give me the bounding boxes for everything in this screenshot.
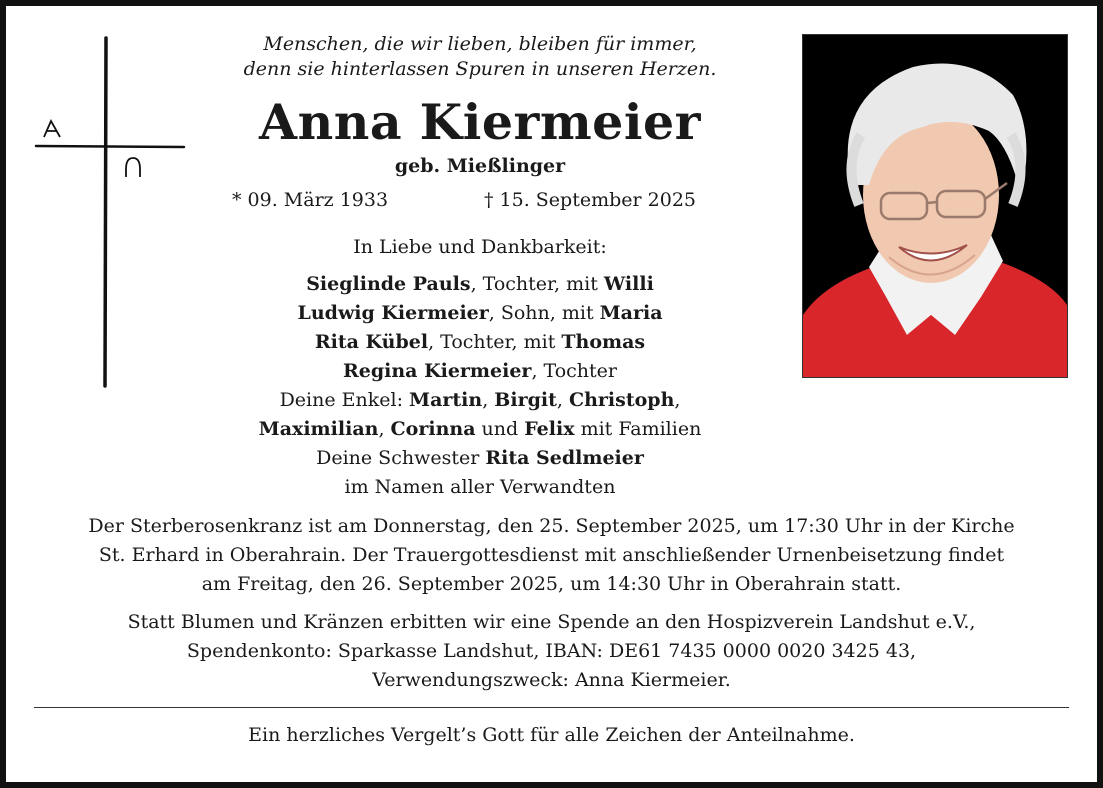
mourner-relation: Deine Enkel: xyxy=(279,389,410,411)
love-intro: In Liebe und Dankbarkeit: xyxy=(353,236,607,258)
motto-line: denn sie hinterlassen Spuren in unseren Herzen. xyxy=(243,58,717,80)
portrait-photo xyxy=(802,34,1068,378)
mourner-name: Rita Kübel xyxy=(314,331,429,353)
mourner-line xyxy=(200,328,760,357)
mourner-name: Corinna xyxy=(390,418,476,440)
mourner-name: Christoph xyxy=(568,389,675,411)
separator: und xyxy=(475,418,525,440)
relatives-line: im Namen aller Verwandten xyxy=(344,476,616,498)
mourner-relation: , Tochter, mit xyxy=(470,273,604,295)
mourner-name: Rita Sedlmeier xyxy=(485,447,644,469)
donation-line: Verwendungszweck: Anna Kiermeier. xyxy=(372,669,731,691)
service-line: St. Erhard in Oberahrain. Der Trauergottesdienst mit anschließender Urnenbeisetzung findet xyxy=(98,544,1005,566)
divider xyxy=(34,707,1069,708)
donation-line: Spendenkonto: Sparkasse Landshut, IBAN: DE61 7435 0000 0020 3425 43, xyxy=(186,640,917,662)
service-line: Der Sterberosenkranz ist am Donnerstag, den 25. September 2025, um 17:30 Uhr in der Kirche xyxy=(88,515,1015,537)
mourner-relation: , Tochter, mit xyxy=(428,331,562,353)
separator: , xyxy=(556,389,569,411)
mourner-line xyxy=(200,357,760,386)
death-date: † 15. September 2025 xyxy=(484,189,696,211)
mourner-name: Willi xyxy=(603,273,654,295)
mourner-name: Maximilian xyxy=(258,418,379,440)
mourner-relation: Deine Schwester xyxy=(316,447,486,469)
sister-line xyxy=(200,444,760,473)
donation-line: Statt Blumen und Kränzen erbitten wir eine Spende an den Hospizverein Landshut e.V., xyxy=(127,611,976,633)
mourner-name: Thomas xyxy=(561,331,646,353)
donation-info xyxy=(20,608,1083,695)
omega-icon xyxy=(126,158,140,177)
born-name: geb. Mießlinger xyxy=(394,155,566,177)
mourner-name: Maria xyxy=(599,302,663,324)
mourner-line xyxy=(200,270,760,299)
portrait-image xyxy=(803,35,1067,377)
service-line: am Freitag, den 26. September 2025, um 14:30 Uhr in Oberahrain statt. xyxy=(201,573,902,595)
alpha-icon xyxy=(44,121,60,137)
mourner-name: Ludwig Kiermeier xyxy=(297,302,489,324)
separator: , xyxy=(378,418,391,440)
mourner-relation: , Sohn, mit xyxy=(488,302,600,324)
cross-icon xyxy=(34,36,186,388)
grandchildren-line xyxy=(200,415,760,444)
mourner-name: Sieglinde Pauls xyxy=(306,273,471,295)
mourner-name: Regina Kiermeier xyxy=(342,360,532,382)
motto-line: Menschen, die wir lieben, bleiben für immer, xyxy=(263,33,697,55)
thanks-line: Ein herzliches Vergelt’s Gott für alle Zeichen der Anteilnahme. xyxy=(248,724,855,746)
motto xyxy=(200,32,760,82)
service-info xyxy=(20,512,1083,599)
separator: , xyxy=(674,389,681,411)
mourners-list xyxy=(200,270,760,502)
mourner-name: Felix xyxy=(524,418,575,440)
mourner-name: Martin xyxy=(409,389,483,411)
birth-date: * 09. März 1933 xyxy=(232,189,389,211)
mourner-relation: mit Familien xyxy=(574,418,702,440)
deceased-name: Anna Kiermeier xyxy=(259,93,701,151)
separator: , xyxy=(482,389,495,411)
mourner-name: Birgit xyxy=(494,389,557,411)
grandchildren-line xyxy=(200,386,760,415)
mourner-line xyxy=(200,299,760,328)
mourner-relation: , Tochter xyxy=(531,360,618,382)
